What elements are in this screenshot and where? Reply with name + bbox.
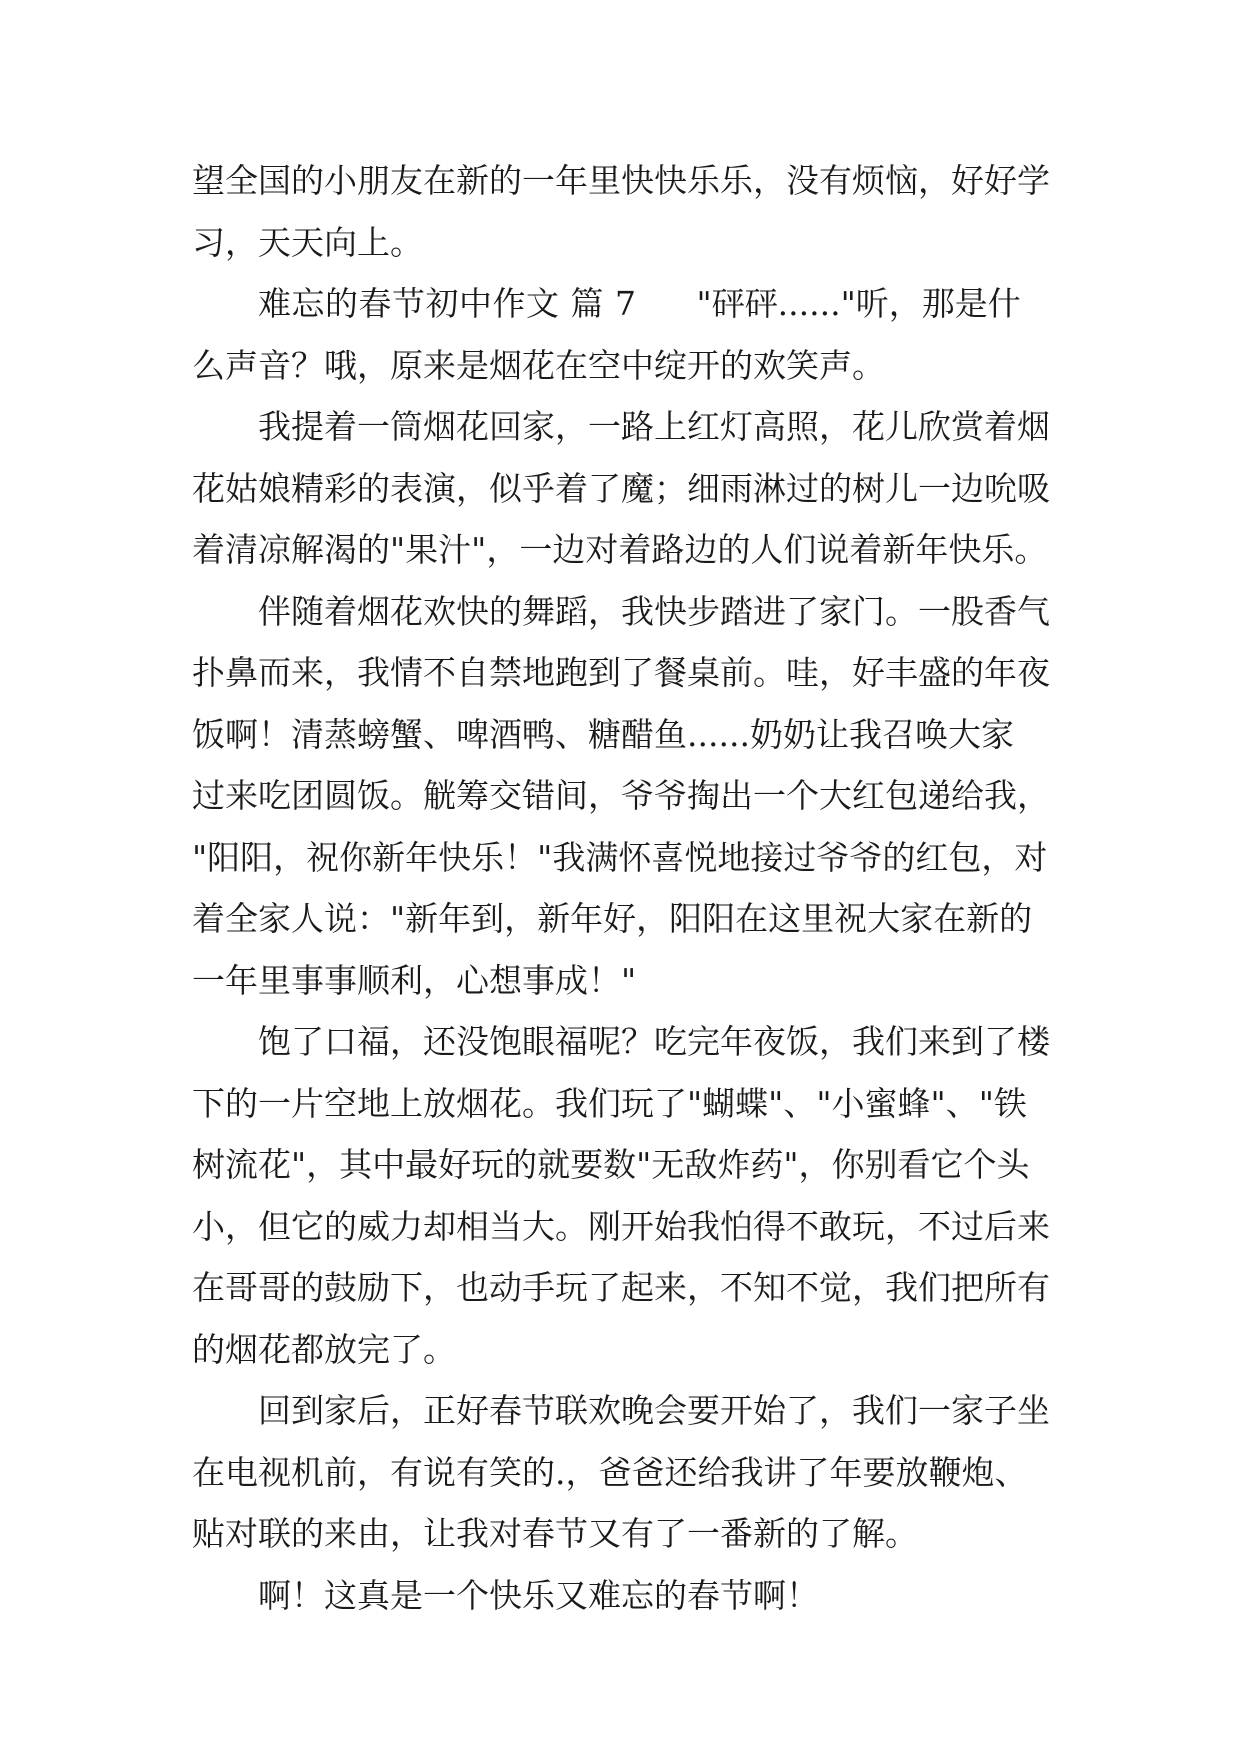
paragraph-2-line-2: 么声音？哦，原来是烟花在空中绽开的欢笑声。 xyxy=(192,345,885,385)
paragraph-5-line-3: 树流花"，其中最好玩的就要数"无敌炸药"，你别看它个头 xyxy=(192,1145,1030,1184)
paragraph-6-line-1: 回到家后，正好春节联欢晚会要开始了，我们一家子坐 xyxy=(258,1391,1050,1430)
paragraph-2-line-1 xyxy=(192,273,1072,335)
paragraph-4-line-4: 过来吃团圆饭。觥筹交错间，爷爷掏出一个大红包递给我， xyxy=(192,776,1050,815)
paragraph-6-line-3: 贴对联的来由，让我对春节又有了一番新的了解。 xyxy=(192,1514,918,1553)
paragraph-3-line-3: 着清凉解渴的"果汁"，一边对着路边的人们说着新年快乐。 xyxy=(192,530,1048,569)
paragraph-7-line-1: 啊！这真是一个快乐又难忘的春节啊！ xyxy=(258,1575,819,1615)
paragraph-5-line-2: 下的一片空地上放烟花。我们玩了"蝴蝶"、"小蜜蜂"、"铁 xyxy=(192,1083,1027,1123)
paragraph-6-line-2: 在电视机前，有说有笑的.，爸爸还给我讲了年要放鞭炮、 xyxy=(192,1452,1028,1492)
paragraph-4-line-3: 饭啊！清蒸螃蟹、啤酒鸭、糖醋鱼......奶奶让我召唤大家 xyxy=(192,714,1014,754)
paragraph-4-line-7: 一年里事事顺利，心想事成！" xyxy=(192,960,637,1000)
paragraph-1-line-1: 望全国的小朋友在新的一年里快快乐乐，没有烦恼，好好学 xyxy=(192,161,1050,200)
paragraph-1-line-2: 习，天天向上。 xyxy=(192,222,423,262)
paragraph-5-line-4: 小，但它的威力却相当大。刚开始我怕得不敢玩，不过后来 xyxy=(192,1206,1050,1246)
essay-heading: 难忘的春节初中作文 篇 7 xyxy=(258,284,637,323)
paragraph-4-line-5: "阳阳，祝你新年快乐！"我满怀喜悦地接过爷爷的红包，对 xyxy=(192,837,1048,877)
paragraph-4-line-1: 伴随着烟花欢快的舞蹈，我快步踏进了家门。一股香气 xyxy=(258,591,1050,631)
paragraph-5-line-6: 的烟花都放完了。 xyxy=(192,1329,456,1369)
paragraph-4-line-2: 扑鼻而来，我情不自禁地跑到了餐桌前。哇，好丰盛的年夜 xyxy=(192,653,1050,692)
paragraph-3-line-2: 花姑娘精彩的表演，似乎着了魔；细雨淋过的树儿一边吮吸 xyxy=(192,468,1050,508)
paragraph-3-line-1: 我提着一筒烟花回家，一路上红灯高照，花儿欣赏着烟 xyxy=(258,407,1050,446)
paragraph-4-line-6: 着全家人说："新年到，新年好，阳阳在这里祝大家在新的 xyxy=(192,899,1033,938)
paragraph-5-line-5: 在哥哥的鼓励下，也动手玩了起来，不知不觉，我们把所有 xyxy=(192,1268,1050,1307)
paragraph-2-text-start: "砰砰......"听，那是什 xyxy=(696,284,1021,323)
essay-body xyxy=(192,150,1072,1626)
paragraph-5-line-1: 饱了口福，还没饱眼福呢？吃完年夜饭，我们来到了楼 xyxy=(258,1022,1050,1061)
